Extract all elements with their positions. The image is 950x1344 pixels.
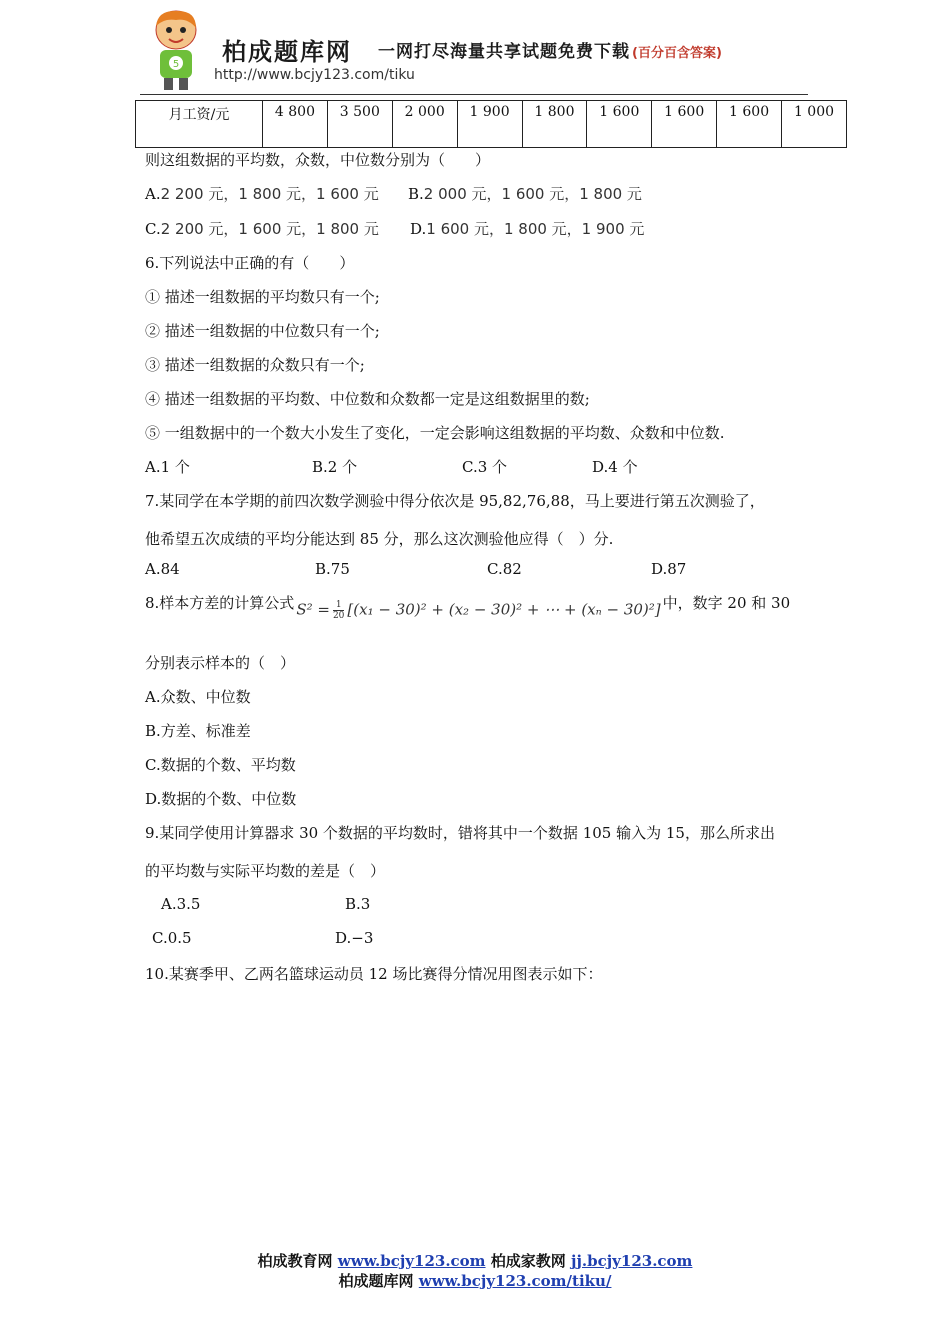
q5-option-c xyxy=(145,218,379,239)
q5-c-value: 2 200 元，1 600 元，1 800 元 xyxy=(160,220,379,238)
table-cell: 1 000 xyxy=(782,101,847,148)
q7-line-1: 7.某同学在本学期的前四次数学测验中得分依次是 95,82,76,88，马上要进行第五次测验了， xyxy=(145,492,765,510)
footer-line-2 xyxy=(0,1270,950,1291)
table-cell: 1 900 xyxy=(457,101,522,148)
q6-statement-3: ③ 描述一组数据的众数只有一个; xyxy=(145,356,365,374)
q8-line-1 xyxy=(145,592,790,621)
q9-option-a: A.3.5 xyxy=(161,895,201,913)
svg-text:5: 5 xyxy=(172,59,180,70)
formula-rhs: [(x₁ − 30)² + (x₂ − 30)² + ⋯ + (xₙ − 30)²] xyxy=(347,600,661,618)
q6-option-c: C.3 个 xyxy=(462,458,508,476)
table-cell: 4 800 xyxy=(263,101,328,148)
formula-fraction xyxy=(333,600,344,621)
q5-stem: 则这组数据的平均数，众数，中位数分别为（ ） xyxy=(145,151,491,169)
variance-formula xyxy=(296,600,660,621)
q5-option-b xyxy=(408,183,642,204)
q7-option-d: D.87 xyxy=(651,560,687,578)
q9-option-b: B.3 xyxy=(345,895,371,913)
q8-prefix: 8.样本方差的计算公式 xyxy=(145,594,295,612)
q8-option-c: C.数据的个数、平均数 xyxy=(145,756,296,774)
q8-suffix: 中，数字 20 和 30 xyxy=(662,594,791,612)
footer-label-2: 柏成家教网 xyxy=(490,1252,566,1270)
table-cell: 1 600 xyxy=(587,101,652,148)
table-header-cell: 月工资/元 xyxy=(136,101,263,148)
q8-line-2: 分别表示样本的（ ） xyxy=(145,654,296,672)
q7-option-b: B.75 xyxy=(315,560,350,578)
table-cell: 3 500 xyxy=(327,101,392,148)
header-url: http://www.bcjy123.com/tiku xyxy=(214,67,415,83)
footer-label-1: 柏成教育网 xyxy=(257,1252,333,1270)
q5-d-prefix: D. xyxy=(410,220,427,238)
q9-option-c: C.0.5 xyxy=(152,929,192,947)
q5-d-value: 1 600 元，1 800 元，1 900 元 xyxy=(426,220,645,238)
q5-b-prefix: B. xyxy=(408,185,424,203)
footer-link-jj[interactable]: jj.bcjy123.com xyxy=(571,1252,693,1270)
q10-stem: 10.某赛季甲、乙两名篮球运动员 12 场比赛得分情况用图表示如下： xyxy=(145,965,603,983)
q6-statement-2: ② 描述一组数据的中位数只有一个; xyxy=(145,322,380,340)
q5-a-value: 2 200 元，1 800 元，1 600 元 xyxy=(160,185,379,203)
q9-line-2: 的平均数与实际平均数的差是（ ） xyxy=(145,862,386,880)
q6-option-a: A.1 个 xyxy=(145,458,190,476)
brand-title: 柏成题库网 xyxy=(222,38,352,66)
q9-line-1: 9.某同学使用计算器求 30 个数据的平均数时，错将其中一个数据 105 输入为 15，那么所求出 xyxy=(145,824,775,842)
header-slogan xyxy=(378,37,722,62)
q8-option-d: D.数据的个数、中位数 xyxy=(145,790,297,808)
table-cell: 1 800 xyxy=(522,101,587,148)
slogan-text: 一网打尽海量共享试题免费下载 xyxy=(378,42,630,62)
table-cell: 1 600 xyxy=(717,101,782,148)
q5-a-prefix: A. xyxy=(145,185,161,203)
q5-option-d xyxy=(410,218,644,239)
footer-line-1 xyxy=(0,1250,950,1271)
mascot-logo-icon xyxy=(144,8,208,92)
footer-label-3: 柏成题库网 xyxy=(338,1272,414,1290)
q5-option-a xyxy=(145,183,379,204)
footer-link-tiku[interactable]: www.bcjy123.com/tiku/ xyxy=(418,1272,612,1290)
q8-option-b: B.方差、标准差 xyxy=(145,722,251,740)
q6-stem: 6.下列说法中正确的有（ ） xyxy=(145,254,355,272)
table-cell: 1 600 xyxy=(652,101,717,148)
footer-link-main[interactable]: www.bcjy123.com xyxy=(337,1252,486,1270)
q9-option-d: D.−3 xyxy=(335,929,374,947)
page-header xyxy=(140,6,808,95)
table-row xyxy=(136,101,847,148)
q5-c-prefix: C. xyxy=(145,220,161,238)
q6-statement-4: ④ 描述一组数据的平均数、中位数和众数都一定是这组数据里的数; xyxy=(145,390,590,408)
formula-denominator: 20 xyxy=(332,610,345,621)
wage-table xyxy=(135,100,847,148)
q8-option-a: A.众数、中位数 xyxy=(145,688,251,706)
q7-option-c: C.82 xyxy=(487,560,522,578)
formula-lhs: S² = xyxy=(296,600,330,618)
formula-numerator: 1 xyxy=(333,600,344,611)
q7-option-a: A.84 xyxy=(145,560,180,578)
q7-line-2: 他希望五次成绩的平均分能达到 85 分，那么这次测验他应得（ ）分. xyxy=(145,530,614,548)
q6-option-d: D.4 个 xyxy=(592,458,638,476)
slogan-note: (百分百含答案) xyxy=(632,46,722,61)
q5-b-value: 2 000 元，1 600 元，1 800 元 xyxy=(423,185,642,203)
table-cell: 2 000 xyxy=(392,101,457,148)
q6-option-b: B.2 个 xyxy=(312,458,358,476)
q6-statement-5: ⑤ 一组数据中的一个数大小发生了变化，一定会影响这组数据的平均数、众数和中位数. xyxy=(145,424,725,442)
q6-statement-1: ① 描述一组数据的平均数只有一个; xyxy=(145,288,380,306)
